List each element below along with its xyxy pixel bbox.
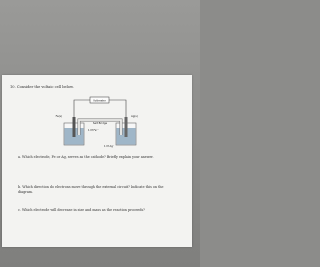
worksheet-page [2, 75, 192, 247]
ag-label: Ag(s) [131, 115, 138, 118]
ag-electrode [125, 117, 128, 137]
left-solution-label: 1 M Fe²⁺ [88, 129, 99, 132]
voltaic-cell-diagram [52, 93, 147, 148]
question-part-b: b. Which direction do electrons move through the external circuit? Indicate this on the diagram. [18, 185, 164, 194]
question-part-a: a. Which electrode, Fe or Ag, serves as the cathode? Briefly explain your answer. [18, 155, 154, 159]
salt-bridge-label: Salt Bridge [92, 122, 108, 125]
right-solution-label: 1 M Ag⁺ [104, 145, 115, 148]
question-title: 10. Consider the voltaic cell below. [10, 85, 74, 89]
question-part-c: c. Which electrode will decrease in size and mass as the reaction proceeds? [18, 208, 145, 212]
fe-label: Fe(s) [55, 115, 62, 118]
fe-electrode [73, 117, 76, 137]
voltmeter-label: Voltmeter [93, 99, 106, 103]
